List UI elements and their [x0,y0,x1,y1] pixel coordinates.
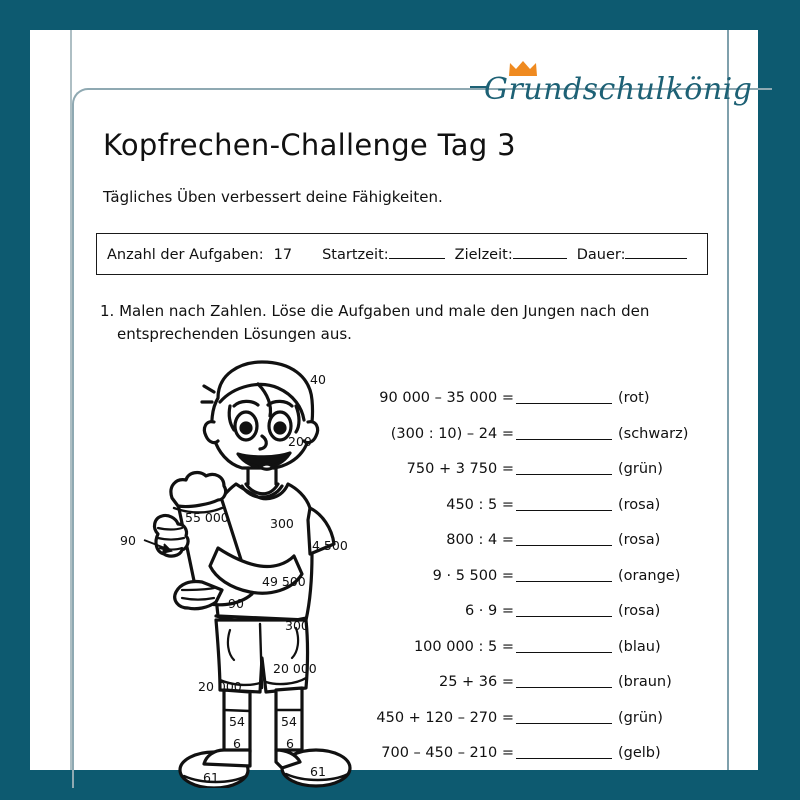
info-box [96,233,708,275]
exercise-row [396,530,706,566]
exercise-row [396,495,706,531]
region-sock-left-number: 54 [229,714,245,729]
exercise-row [396,672,706,708]
exercise-answer-blank[interactable] [516,438,612,440]
exercise-expression: 6 · 9 = [464,603,514,619]
region-shoe-left-number: 61 [203,770,219,785]
region-hand-number: 90 [228,596,244,611]
region-sock-right-number: 54 [281,714,297,729]
region-leg-right-number: 6 [286,736,294,751]
exercise-row [381,743,706,779]
exercise-list [376,388,706,779]
exercise-expression: 450 : 5 = [446,496,514,513]
exercise-answer-blank[interactable] [516,402,612,404]
exercise-row [396,637,706,673]
exercise-row [396,459,706,495]
task-count-label: Anzahl der Aufgaben: [107,247,264,263]
page-subtitle: Tägliches Üben verbessert deine Fähigkeiten. [103,188,443,206]
task-line-1: Malen nach Zahlen. Löse die Aufgaben und male den Jungen nach den [119,302,650,320]
page-title: Kopfrechen-Challenge Tag 3 [103,128,516,162]
exercise-answer-blank[interactable] [516,757,612,759]
exercise-answer-blank[interactable] [516,651,612,653]
region-shirt-hem-number: 300 [285,618,309,633]
end-time-label: Zielzeit: [454,247,513,263]
region-fist-callout-number: 90 [120,533,136,548]
exercise-row [379,388,706,424]
task-count-value: 17 [273,247,293,263]
exercise-row [390,424,706,460]
region-shoe-right-number: 61 [310,764,326,779]
exercise-color-label: (rot) [618,390,650,406]
exercise-row [376,708,706,744]
region-sleeve-number: 4 500 [312,538,348,553]
exercise-expression: 100 000 : 5 = [413,638,514,655]
exercise-expression: (300 : 10) – 24 = [390,425,514,442]
duration-label: Dauer: [576,247,626,263]
exercise-answer-blank[interactable] [516,615,612,617]
region-cone-upper-number: 55 000 [185,510,229,525]
end-time-blank[interactable] [513,245,567,259]
region-hair-number: 40 [310,372,326,387]
exercise-expression: 800 : 4 = [446,532,514,548]
task-number: 1. [100,302,115,320]
exercise-answer-blank[interactable] [516,580,612,582]
exercise-color-label: (grün) [618,709,663,726]
exercise-color-label: (braun) [618,674,672,690]
start-time-blank[interactable] [389,245,445,259]
info-row [107,245,687,263]
exercise-color-label: (orange) [618,567,681,584]
exercise-row [396,566,706,602]
exercise-color-label: (schwarz) [618,425,689,442]
exercise-expression: 700 – 450 – 210 = [381,745,514,761]
region-shorts-left-number: 20 000 [198,679,242,694]
exercise-color-label: (grün) [618,461,663,477]
boy-line-art [110,358,395,788]
region-shirt-chest-number: 300 [270,516,294,531]
exercise-color-label: (rosa) [618,603,661,619]
exercise-color-label: (blau) [618,638,661,655]
exercise-answer-blank[interactable] [516,473,612,475]
boy-with-school-cone-illustration [110,358,395,788]
start-time-label: Startzeit: [322,247,389,263]
region-cone-lower-number: 49 500 [262,574,306,589]
region-leg-left-number: 6 [233,736,241,751]
exercise-answer-blank[interactable] [516,722,612,724]
region-shorts-right-number: 20 000 [273,661,317,676]
brand-name: Grundschulkönig [484,72,753,107]
exercise-expression: 90 000 – 35 000 = [379,390,514,406]
exercise-answer-blank[interactable] [516,686,612,688]
exercise-expression: 750 + 3 750 = [406,461,514,477]
duration-blank[interactable] [625,245,687,259]
brand-logo [484,60,753,112]
exercise-answer-blank[interactable] [516,544,612,546]
exercise-expression: 9 · 5 500 = [432,567,514,584]
task-line-2: entsprechenden Lösungen aus. [117,324,352,343]
exercise-color-label: (gelb) [618,745,661,761]
exercise-row [396,601,706,637]
exercise-color-label: (rosa) [618,532,661,548]
task-instruction [100,300,660,345]
exercise-expression: 450 + 120 – 270 = [376,709,514,726]
exercise-answer-blank[interactable] [516,509,612,511]
exercise-color-label: (rosa) [618,496,661,513]
region-face-number: 200 [288,434,312,449]
exercise-expression: 25 + 36 = [438,674,514,690]
